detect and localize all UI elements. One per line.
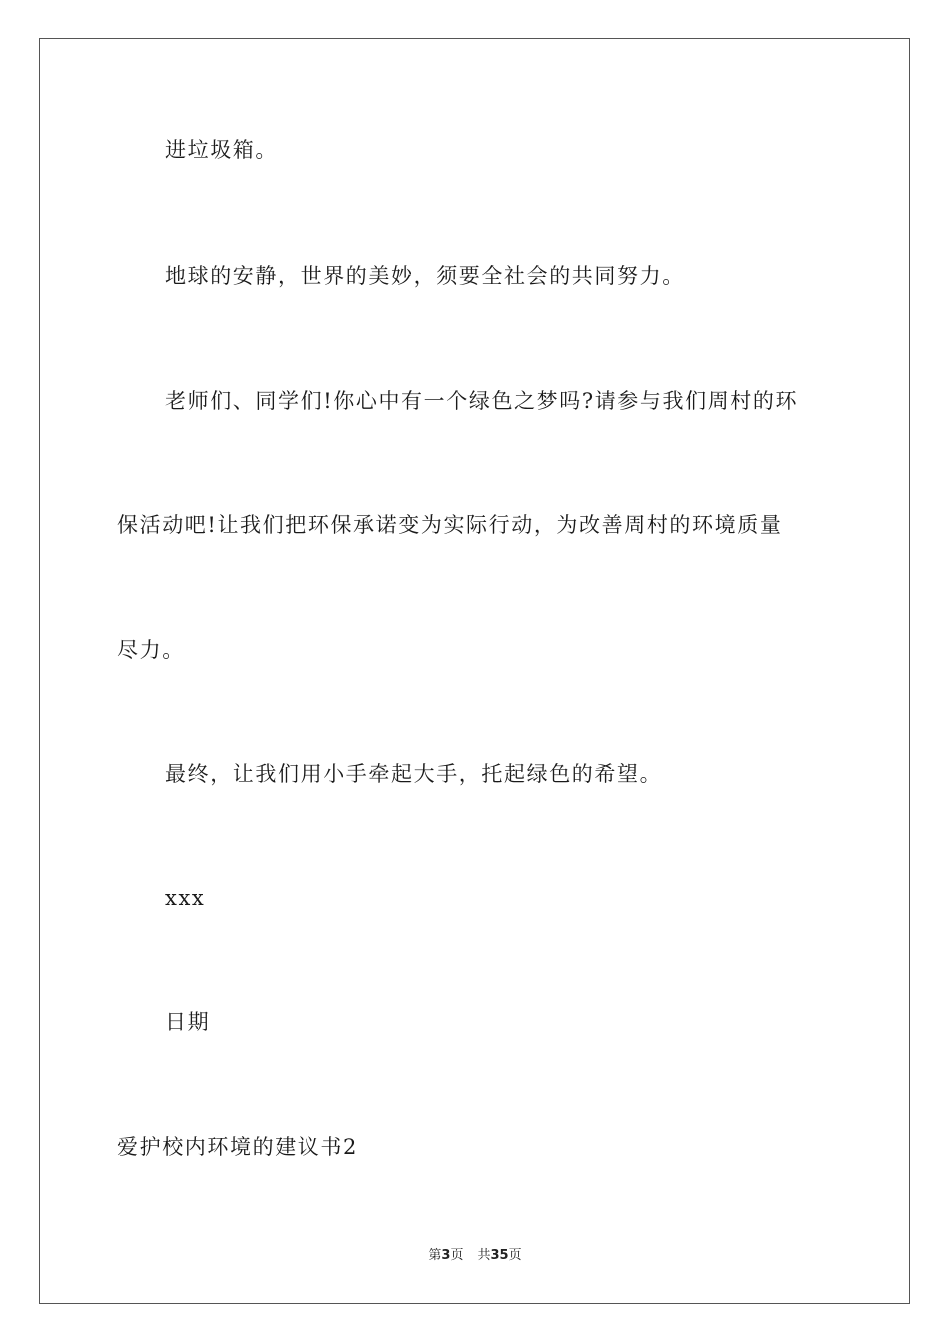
paragraph-line-6: 最终，让我们用小手牵起大手，托起绿色的希望。 <box>165 762 663 786</box>
footer-total-prefix: 共 <box>477 1248 491 1263</box>
footer-page-prefix: 第 <box>428 1248 442 1263</box>
paragraph-line-1: 进垃圾箱。 <box>165 138 278 162</box>
footer-total-pages: 35 <box>490 1248 509 1263</box>
page-frame <box>39 38 910 1304</box>
date-line: 日期 <box>165 1010 211 1034</box>
footer-page-number: 3 <box>441 1248 451 1263</box>
page-footer <box>0 1247 950 1265</box>
footer-total-suffix: 页 <box>508 1248 522 1263</box>
paragraph-line-5: 尽力。 <box>117 638 185 662</box>
footer-page-suffix: 页 <box>450 1248 464 1263</box>
signature-line: xxx <box>165 886 206 910</box>
paragraph-line-4: 保活动吧!让我们把环保承诺变为实际行动，为改善周村的环境质量 <box>117 513 783 537</box>
section-heading: 爱护校内环境的建议书2 <box>117 1135 358 1159</box>
paragraph-line-3: 老师们、同学们!你心中有一个绿色之梦吗?请参与我们周村的环 <box>165 389 799 413</box>
paragraph-line-2: 地球的安静，世界的美妙，须要全社会的共同努力。 <box>165 264 685 288</box>
